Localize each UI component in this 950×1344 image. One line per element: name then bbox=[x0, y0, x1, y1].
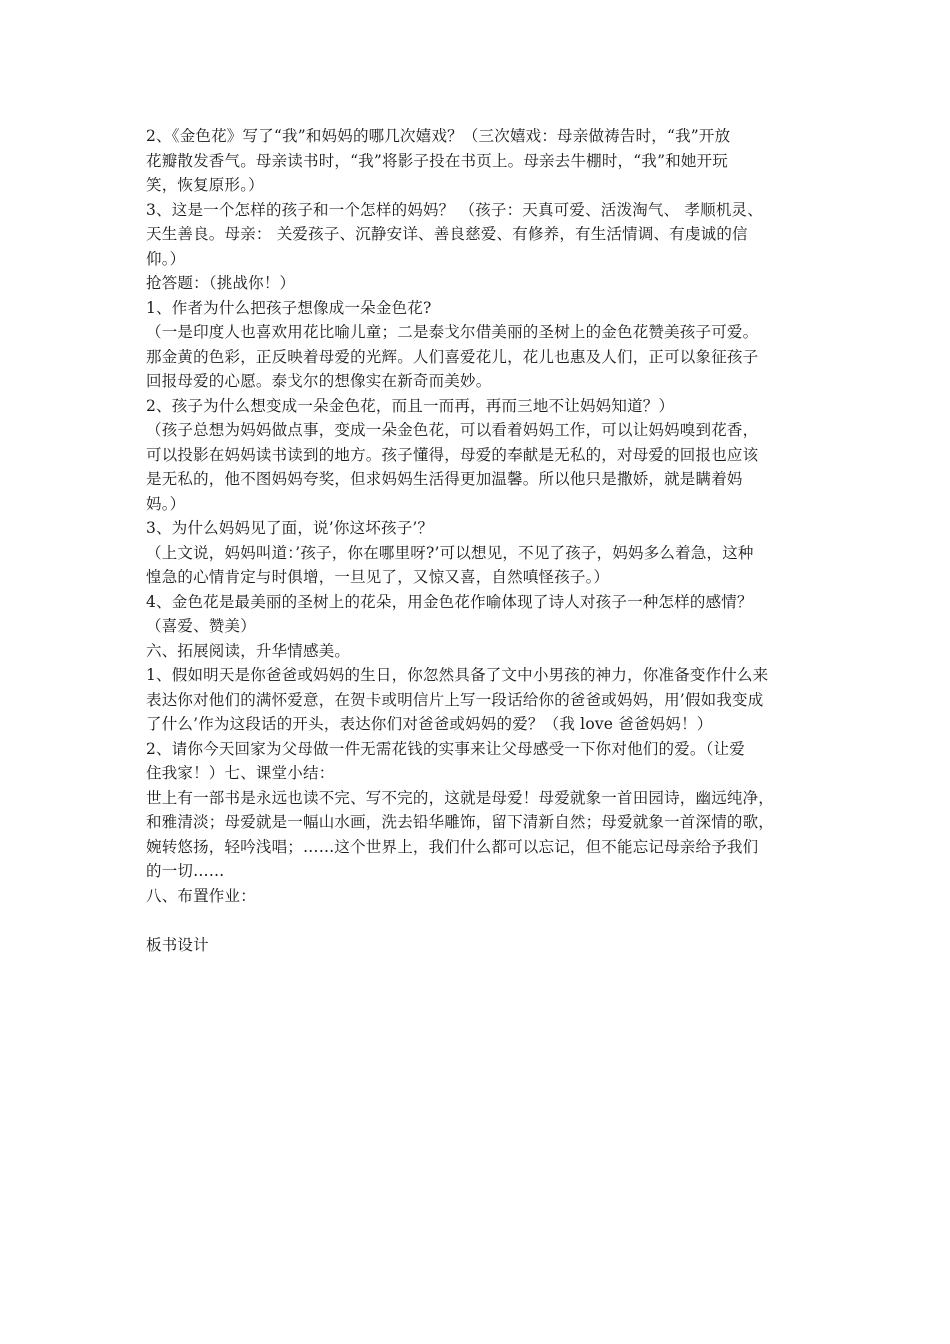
text-line: 天生善良。母亲： 关爱孩子、沉静安详、善良慈爱、有修养，有生活情调、有虔诚的信 bbox=[146, 225, 748, 243]
text-line: 3、这是一个怎样的孩子和一个怎样的妈妈？ （孩子：天真可爱、活泼淘气、 孝顺机灵、 bbox=[146, 200, 763, 219]
text-line: 笑，恢复原形。） bbox=[146, 176, 264, 194]
text-line: 世上有一部书是永远也读不完、写不完的，这就是母爱！母爱就象一首田园诗，幽远纯净， bbox=[146, 788, 775, 807]
section-heading: 抢答题：（挑战你！） bbox=[146, 274, 296, 292]
lesson-text bbox=[146, 124, 826, 957]
text-line: 花瓣散发香气。母亲读书时，“我”将影子投在书页上。母亲去牛棚时，“我”和她开玩 bbox=[146, 151, 728, 170]
text-line: 妈。） bbox=[146, 494, 186, 513]
blank-line bbox=[146, 908, 826, 933]
text-line: （孩子总想为妈妈做点事，变成一朵金色花，可以看着妈妈工作，可以让妈妈嗅到花香， bbox=[146, 421, 759, 439]
question-text: 1、作者为什么把孩子想像成一朵金色花? bbox=[146, 298, 432, 317]
question-text: 4、金色花是最美丽的圣树上的花朵，用金色花作喻体现了诗人对孩子一种怎样的感情？ bbox=[146, 592, 753, 611]
text-line: 1、假如明天是你爸爸或妈妈的生日，你忽然具备了文中小男孩的神力，你准备变作什么来 bbox=[146, 666, 769, 684]
board-design-heading: 板书设计 bbox=[146, 935, 209, 954]
text-line: 住我家！）七、课堂小结： bbox=[146, 764, 335, 782]
text-line: 和雅清淡；母爱就是一幅山水画，洗去铅华雕饰，留下清新自然；母爱就象一首深情的歌， bbox=[146, 813, 775, 831]
question-text: 2、孩子为什么想变成一朵金色花，而且一而再，再而三地不让妈妈知道？） bbox=[146, 396, 675, 415]
text-line: 回报母爱的心愿。泰戈尔的想像实在新奇而美妙。 bbox=[146, 372, 492, 390]
text-line: 可以投影在妈妈读书读到的地方。孩子懂得，母爱的奉献是无私的，对母爱的回报也应该 bbox=[146, 445, 759, 464]
text-line: 婉转悠扬，轻吟浅唱；……这个世界上，我们什么都可以忘记，但不能忘记母亲给予我们 bbox=[146, 837, 759, 856]
text-line: （喜爱、赞美） bbox=[146, 617, 256, 635]
text-line: 仰。） bbox=[146, 249, 186, 268]
text-line: 2、《金色花》写了“我”和妈妈的哪几次嬉戏？（三次嬉戏：母亲做祷告时，“我”开放 bbox=[146, 127, 731, 145]
text-line: 是无私的，他不图妈妈夸奖，但求妈妈生活得更加温馨。所以他只是撒娇，就是瞒着妈 bbox=[146, 470, 743, 488]
text-line: 表达你对他们的满怀爱意，在贺卡或明信片上写一段话给你的爸爸或妈妈，用’假如我变成 bbox=[146, 690, 764, 709]
text-line: 惶急的心情肯定与时俱增，一旦见了，又惊又喜，自然嗔怪孩子。） bbox=[146, 568, 610, 586]
question-text: 3、为什么妈妈见了面，说’你这坏孩子’？ bbox=[146, 519, 434, 537]
text-line: 了什么’作为这段话的开头，表达你们对爸爸或妈妈的爱？（我 love 爸爸妈妈！） bbox=[146, 715, 713, 733]
text-line: （上文说，妈妈叫道：’孩子，你在哪里呀?’可以想见，不见了孩子，妈妈多么着急，这种 bbox=[146, 543, 754, 562]
text-line: 的一切…… bbox=[146, 862, 225, 880]
section-heading: 六、拓展阅读，升华情感美。 bbox=[146, 641, 351, 660]
text-line: 2、请你今天回家为父母做一件无需花钱的实事来让父母感受一下你对他们的爱。（让爱 bbox=[146, 739, 745, 758]
section-heading: 八、布置作业： bbox=[146, 886, 256, 905]
text-line: （一是印度人也喜欢用花比喻儿童；二是泰戈尔借美丽的圣树上的金色花赞美孩子可爱。 bbox=[146, 323, 759, 341]
text-line: 那金黄的色彩，正反映着母爱的光辉。人们喜爱花儿，花儿也惠及人们，正可以象征孩子 bbox=[146, 347, 759, 366]
